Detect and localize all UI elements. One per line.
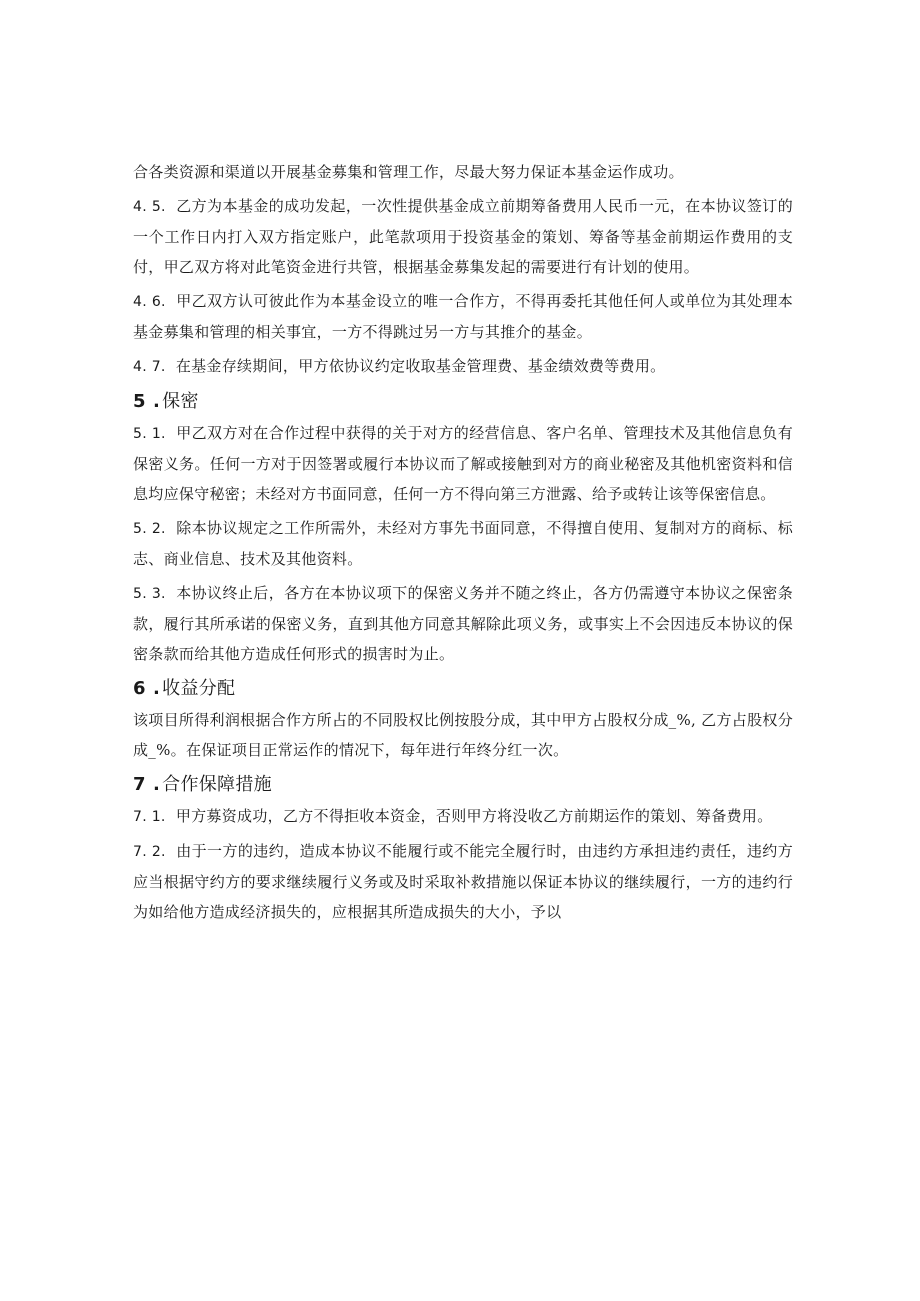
clause-number: 7. 1.: [133, 809, 166, 825]
section-number: 5: [133, 391, 146, 412]
section-heading-7: 7 . 合作保障措施: [133, 769, 793, 801]
clause-text: 由于一方的违约，造成本协议不能履行或不能完全履行时，由违约方承担违约责任，违约方应当根据守约方的要求继续履行义务或及时采取补救措施以保证本协议的继续履行，一方的违约行为如给他方造成经济损失的，应根据其所造成损失的大小，予以: [133, 842, 793, 921]
continued-paragraph: 合各类资源和渠道以开展基金募集和管理工作，尽最大努力保证本基金运作成功。: [133, 163, 684, 181]
section-title: 合作保障措施: [162, 774, 272, 795]
clause-number: 7. 2.: [133, 844, 166, 860]
clause-text: 甲方募资成功，乙方不得拒收本资金，否则甲方将没收乙方前期运作的策划、筹备费用。: [175, 807, 773, 825]
clause-5-3: [133, 578, 793, 669]
clause-text: 乙方为本基金的成功发起，一次性提供基金成立前期筹备费用人民币一元，在本协议签订的一个工作日内打入双方指定账户，此笔款项用于投资基金的策划、筹备等基金前期运作费用的支付，甲乙双方将对此笔资金进行共管，根据基金募集发起的需要进行有计划的使用。: [133, 197, 793, 276]
section-title: 收益分配: [162, 678, 236, 699]
clause-text: 甲乙双方对在合作过程中获得的关于对方的经营信息、客户名单、管理技术及其他信息负有保密义务。任何一方对于因签署或履行本协议而了解或接触到对方的商业秘密及其他机密资料和信息均应保守秘密；未经对方书面同意，任何一方不得向第三方泄露、给予或转让该等保密信息。: [133, 424, 793, 503]
section-heading-5: 5 . 保密: [133, 386, 793, 418]
clause-number: 4. 5.: [133, 199, 166, 215]
clause-4-6: [133, 286, 793, 347]
clause-7-2: [133, 836, 793, 927]
document-page: [133, 157, 793, 931]
clause-number: 5. 2.: [133, 521, 166, 537]
section-heading-6: 6 . 收益分配: [133, 673, 793, 705]
clause-text: 本协议终止后，各方在本协议项下的保密义务并不随之终止，各方仍需遵守本协议之保密条款，履行其所承诺的保密义务，直到其他方同意其解除此项义务，或事实上不会因违反本协议的保密条款而给其他方造成任何形式的损害时为止。: [133, 584, 793, 663]
clause-5-2: [133, 513, 793, 574]
clause-number: 5. 3.: [133, 586, 166, 602]
section-number: 6: [133, 678, 146, 699]
clause-number: 4. 6.: [133, 294, 166, 310]
section-title: 保密: [162, 391, 199, 412]
clause-4-5: [133, 191, 793, 282]
clause-7-1: [133, 801, 793, 832]
clause-number: 5. 1.: [133, 426, 166, 442]
clause-text: 除本协议规定之工作所需外，未经对方事先书面同意，不得擅自使用、复制对方的商标、标志、商业信息、技术及其他资料。: [133, 519, 793, 568]
clause-text: 甲乙双方认可彼此作为本基金设立的唯一合作方，不得再委托其他任何人或单位为其处理本基金募集和管理的相关事宜，一方不得跳过另一方与其推介的基金。: [133, 292, 793, 341]
clause-4-7: [133, 351, 793, 382]
clause-5-1: [133, 418, 793, 509]
clause-text: 在基金存续期间，甲方依协议约定收取基金管理费、基金绩效费等费用。: [175, 357, 666, 375]
clause-number: 4. 7.: [133, 359, 166, 375]
section-6-body: 该项目所得利润根据合作方所占的不同股权比例按股分成，其中甲方占股权分成_%, 乙方占股权分成_%。在保证项目正常运作的情况下，每年进行年终分红一次。: [133, 711, 793, 759]
section-number: 7: [133, 774, 146, 795]
